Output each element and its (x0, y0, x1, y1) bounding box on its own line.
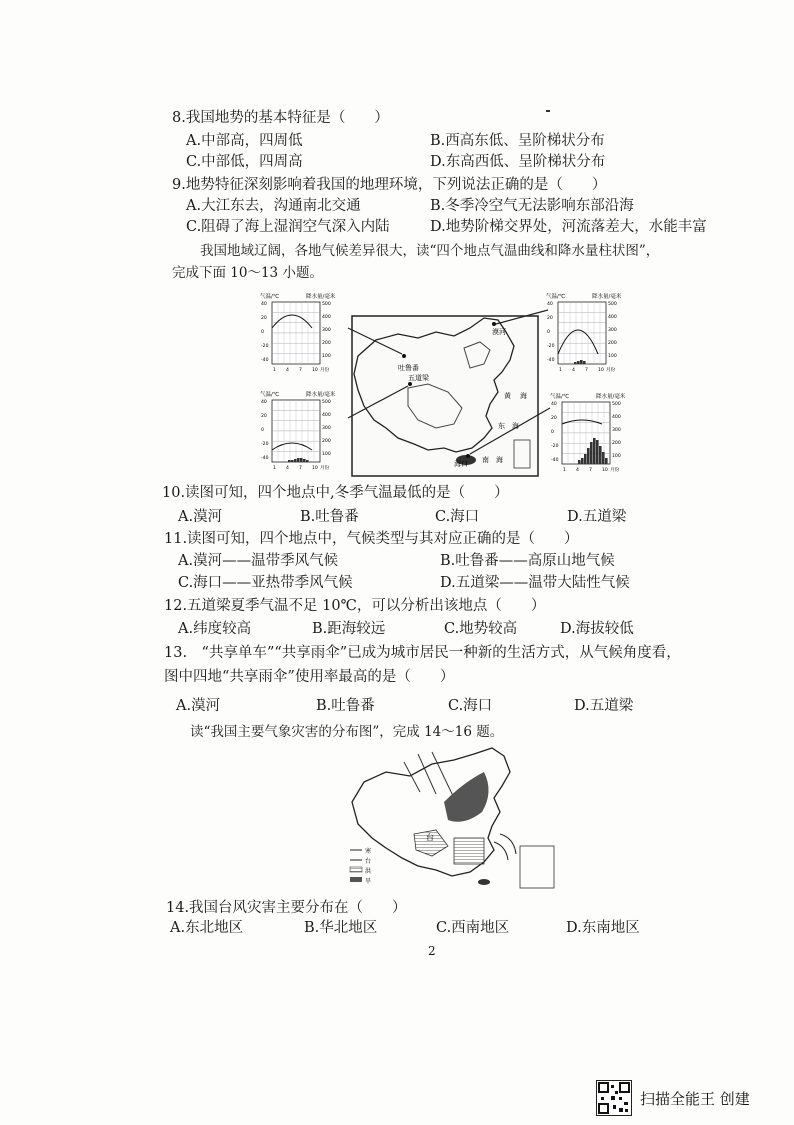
month-axis-title: 月份 (610, 468, 620, 473)
q8-option-d: D.东高西低、呈阶梯状分布 (430, 154, 606, 170)
label-wudaoliang: 五道梁 (408, 374, 429, 382)
sea-label-5: 南 (482, 456, 489, 464)
label-mohe: 漠河 (492, 328, 506, 336)
precip-axis-title: 降水量/毫米 (306, 294, 336, 300)
precip-tick: 500 (612, 402, 621, 407)
q13-option-b: B.吐鲁番 (316, 698, 375, 714)
precip-bar (294, 459, 297, 462)
temp-axis-title: 气温/℃ (260, 294, 280, 300)
temp-tick: 20 (551, 416, 557, 421)
precip-tick: 200 (612, 441, 621, 446)
q8-option-c: C.中部低，四周高 (186, 154, 303, 170)
precip-bar (593, 438, 596, 464)
scanner-watermark (596, 1080, 750, 1116)
intro-10-13-line1: 我国地域辽阔，各地气候差异很大，读“四个地点气温曲线和降水量柱状图”， (200, 243, 660, 259)
temp-tick: 40 (547, 302, 553, 307)
precip-bar (602, 452, 605, 464)
temp-tick: -40 (261, 456, 269, 461)
temp-tick: -40 (551, 458, 559, 463)
precip-bar (581, 458, 584, 464)
q11-option-d: D.五道梁——温带大陆性气候 (440, 575, 630, 591)
q8-option-a: A.中部高，四周低 (186, 133, 303, 149)
legend-label-3: 洪 (365, 868, 372, 875)
precip-bar (577, 361, 580, 364)
q14-option-d: D.东南地区 (566, 920, 640, 936)
temp-tick: -20 (547, 344, 555, 349)
precip-bar (599, 446, 602, 464)
month-tick: 1 (563, 468, 566, 473)
climate-chart-haikou (550, 392, 626, 473)
precip-bar (288, 460, 291, 462)
month-tick: 10 (312, 368, 318, 373)
q11-stem: 11.读图可知，四个地点中，气候类型与其对应正确的是（ ） (164, 531, 579, 547)
month-tick: 7 (585, 368, 588, 373)
disaster-legend (350, 847, 371, 885)
precip-tick: 200 (322, 341, 331, 346)
q14-option-a: A.东北地区 (170, 920, 244, 936)
sea-label-3: 东 (498, 422, 505, 430)
wudaoliang-marker (408, 382, 412, 386)
q8-option-b: B.西高东低、呈阶梯状分布 (430, 133, 605, 149)
month-tick: 7 (299, 368, 302, 373)
temp-tick: 20 (261, 414, 267, 419)
precip-bar (583, 361, 586, 364)
turpan-marker (402, 354, 406, 358)
q12-stem: 12.五道梁夏季气温不足 10℃，可以分析出该地点（ ） (164, 598, 546, 614)
month-axis-title: 月份 (606, 368, 616, 373)
precip-tick: 500 (322, 400, 331, 405)
precip-bar (578, 460, 581, 464)
precip-tick: 400 (322, 413, 331, 418)
q9-option-b: B.冬季冷空气无法影响东部沿海 (430, 198, 634, 214)
temp-axis-title: 气温/℃ (550, 394, 570, 400)
q10-stem: 10.读图可知，四个地点中,冬季气温最低的是（ ） (162, 485, 509, 501)
disaster-china-outline (352, 748, 510, 876)
month-tick: 1 (273, 466, 276, 471)
precip-tick: 300 (608, 328, 617, 333)
climate-chart-figure (258, 288, 638, 480)
q13-option-a: A.漠河 (176, 698, 221, 714)
temp-tick: 0 (551, 430, 554, 435)
precip-tick: 400 (612, 415, 621, 420)
drought-region (444, 772, 489, 822)
precip-tick: 300 (322, 328, 331, 333)
precip-bar (291, 460, 294, 462)
precip-bar (297, 458, 300, 462)
legend-label-1: 寒 (365, 848, 372, 855)
q8-stem: 8.我国地势的基本特征是（ ） (172, 110, 389, 126)
temp-tick: 20 (547, 316, 553, 321)
q14-option-b: B.华北地区 (304, 920, 378, 936)
month-tick: 10 (598, 368, 604, 373)
intro-14-16: 读“我国主要气象灾害的分布图”，完成 14～16 题。 (190, 724, 504, 740)
qr-code-icon (596, 1080, 632, 1116)
sea-label-1: 黄 (504, 392, 511, 400)
disaster-inset (520, 846, 554, 888)
label-turpan: 吐鲁番 (398, 364, 419, 372)
climate-chart-mohe (546, 292, 622, 373)
precip-tick: 100 (322, 354, 331, 359)
q13-option-c: C.海口 (448, 698, 493, 714)
haikou-marker (466, 454, 470, 458)
precip-bar (303, 459, 306, 462)
temp-tick: -40 (547, 358, 555, 363)
q12-option-c: C.地势较高 (444, 621, 518, 637)
disaster-map-label: 台 (426, 833, 434, 842)
q9-option-c: C.阻碍了海上湿润空气深入内陆 (186, 219, 390, 235)
precip-bar (590, 442, 593, 464)
scanner-credit: 扫描全能王 创建 (640, 1089, 750, 1108)
temp-tick: 0 (261, 330, 264, 335)
precip-bar (584, 454, 587, 464)
q10-option-d: D.五道梁 (567, 509, 627, 525)
q12-option-b: B.距海较远 (312, 621, 386, 637)
flood-region (454, 838, 484, 864)
month-axis-title: 月份 (320, 466, 330, 471)
legend-label-2: 台 (365, 858, 372, 865)
precip-tick: 400 (608, 315, 617, 320)
q9-option-d: D.地势阶梯交界处，河流落差大，水能丰富 (430, 219, 707, 235)
q14-stem: 14.我国台风灾害主要分布在（ ） (166, 900, 407, 916)
month-tick: 4 (572, 368, 575, 373)
label-haikou: 海口 (454, 460, 468, 468)
precip-tick: 300 (322, 426, 331, 431)
precip-tick: 100 (608, 354, 617, 359)
month-tick: 1 (559, 368, 562, 373)
legend-label-4: 旱 (365, 878, 372, 885)
temp-tick: -20 (261, 344, 269, 349)
q11-option-b: B.吐鲁番——高原山地气候 (440, 553, 615, 569)
month-tick: 10 (312, 466, 318, 471)
precip-bar (596, 440, 599, 464)
month-tick: 7 (589, 468, 592, 473)
precip-axis-title: 降水量/毫米 (592, 294, 622, 300)
precip-tick: 200 (608, 341, 617, 346)
precip-tick: 100 (612, 454, 621, 459)
sea-label-2: 海 (520, 392, 527, 400)
sea-label-4: 海 (512, 422, 519, 430)
temp-tick: -20 (261, 442, 269, 447)
sea-label-6: 海 (496, 456, 503, 464)
page-number: 2 (428, 944, 436, 958)
climate-chart-turpan (260, 292, 336, 373)
precip-tick: 500 (608, 302, 617, 307)
temp-tick: 20 (261, 316, 267, 321)
q11-option-c: C.海口——亚热带季风气候 (178, 575, 353, 591)
month-tick: 4 (286, 466, 289, 471)
precip-bar (605, 458, 608, 464)
q10-option-c: C.海口 (435, 509, 480, 525)
month-tick: 7 (299, 466, 302, 471)
q13-option-d: D.五道梁 (574, 698, 634, 714)
temp-tick: -40 (261, 358, 269, 363)
temp-axis-title: 气温/℃ (260, 392, 280, 398)
q12-option-d: D.海拔较低 (560, 621, 634, 637)
precip-bar (300, 458, 303, 462)
temp-tick: 0 (261, 428, 264, 433)
mohe-marker (492, 322, 496, 326)
precip-tick: 100 (322, 452, 331, 457)
q9-option-a: A.大江东去，沟通南北交通 (186, 198, 361, 214)
precip-bar (574, 362, 577, 364)
intro-10-13-line2: 完成下面 10～13 小题。 (172, 265, 323, 281)
q14-option-c: C.西南地区 (436, 920, 510, 936)
typhoon-arrows (494, 834, 516, 860)
q11-option-a: A.漠河——温带季风气候 (178, 553, 339, 569)
q13-line2: 图中四地“共享雨伞”使用率最高的是（ ） (164, 669, 455, 685)
month-tick: 1 (273, 368, 276, 373)
q12-option-a: A.纬度较高 (178, 621, 252, 637)
temp-tick: -20 (551, 444, 559, 449)
climate-chart-wudaoliang (260, 390, 336, 471)
temp-tick: 40 (261, 400, 267, 405)
cold-wave-arrows (404, 752, 454, 798)
temp-axis-title: 气温/℃ (546, 294, 566, 300)
q13-line1: 13. “共享单车”“共享雨伞”已成为城市居民一种新的生活方式，从气候角度看， (164, 645, 681, 661)
q9-stem: 9.地势特征深刻影响着我国的地理环境，下列说法正确的是（ ） (172, 177, 607, 193)
temp-tick: 40 (551, 402, 557, 407)
temp-tick: 40 (261, 302, 267, 307)
month-tick: 4 (286, 368, 289, 373)
disaster-hainan (478, 879, 490, 885)
temp-tick: 0 (547, 330, 550, 335)
precip-tick: 400 (322, 315, 331, 320)
month-axis-title: 月份 (320, 368, 330, 373)
precip-axis-title: 降水量/毫米 (596, 394, 626, 400)
precip-bar (306, 460, 309, 462)
q10-option-a: A.漠河 (178, 509, 223, 525)
precip-tick: 200 (322, 439, 331, 444)
scan-mark (546, 110, 550, 112)
precip-bar (587, 448, 590, 464)
precip-bar (580, 360, 583, 364)
precip-tick: 300 (612, 428, 621, 433)
precip-axis-title: 降水量/毫米 (306, 392, 336, 398)
month-tick: 10 (602, 468, 608, 473)
disaster-map-figure (344, 742, 564, 892)
month-tick: 4 (576, 468, 579, 473)
precip-tick: 500 (322, 302, 331, 307)
q10-option-b: B.吐鲁番 (300, 509, 359, 525)
